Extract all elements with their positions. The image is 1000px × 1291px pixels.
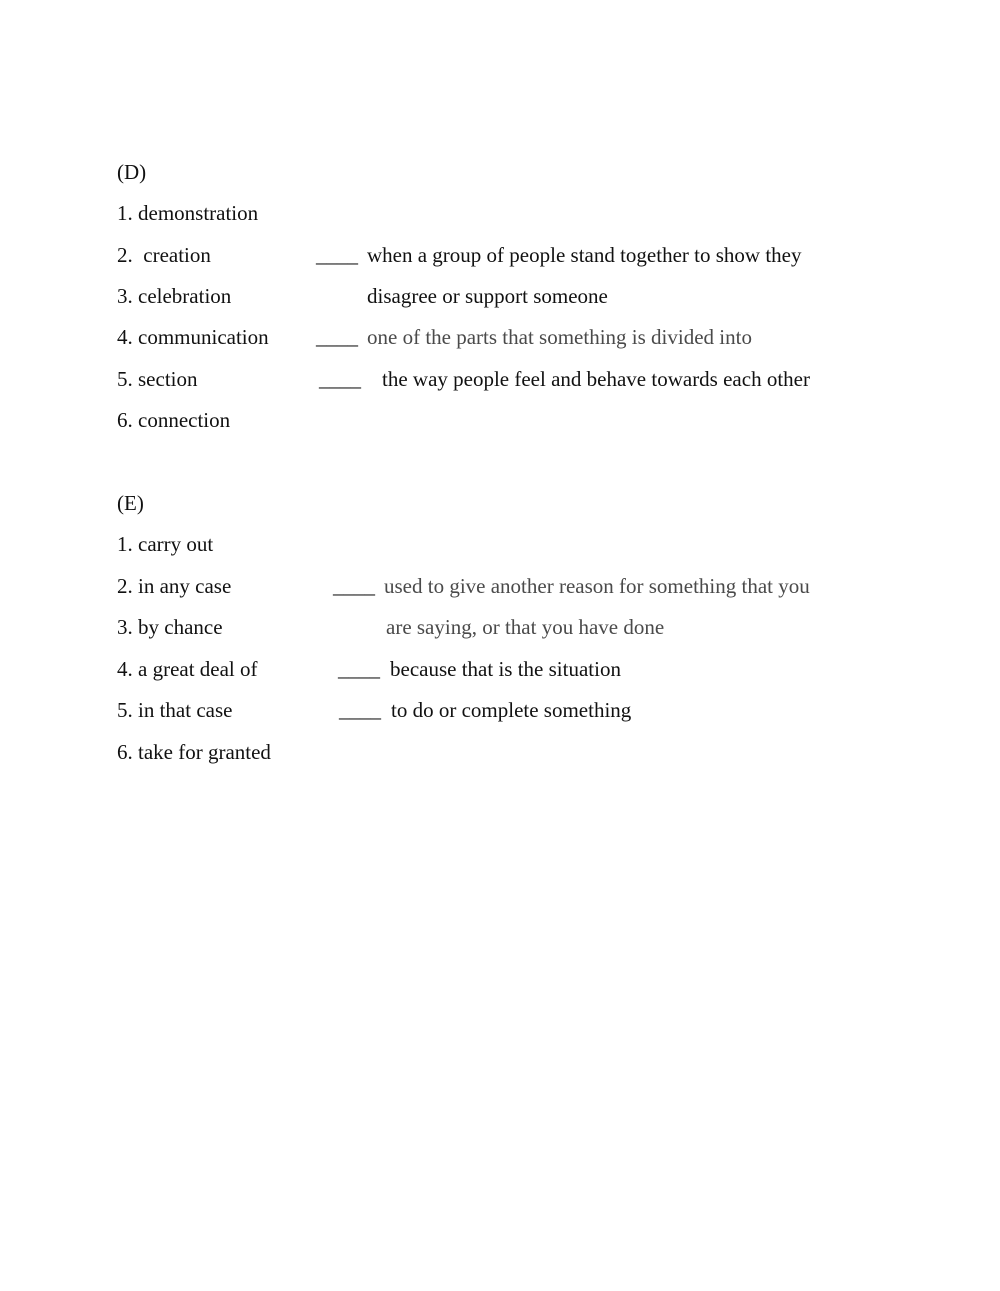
section-d-definition-3: the way people feel and behave towards each other [382,367,810,391]
section-d-definition-2: one of the parts that something is divided into [367,325,752,349]
section-d-heading: (D) [117,160,147,184]
section-d-definition-1-cont: disagree or support someone [367,284,608,308]
section-e-heading: (E) [117,491,144,515]
section-e-blank-3[interactable]: ____ [339,698,381,722]
section-e-word-2: 2. in any case [117,574,232,598]
section-d-definition-1: when a group of people stand together to show they [367,243,802,267]
section-d-word-2: 2. creation [117,243,211,267]
section-e-word-3: 3. by chance [117,615,223,639]
section-e-word-6: 6. take for granted [117,740,271,764]
section-d-blank-2[interactable]: ____ [316,325,358,349]
section-d-word-5: 5. section [117,367,198,391]
section-e-word-4: 4. a great deal of [117,657,258,681]
section-e-definition-1-cont: are saying, or that you have done [386,615,665,639]
section-d-blank-3[interactable]: ____ [319,367,361,391]
section-e-word-1: 1. carry out [117,532,214,556]
section-d-blank-1[interactable]: ____ [316,243,358,267]
section-e-definition-3: to do or complete something [391,698,632,722]
section-e-blank-1[interactable]: ____ [333,574,375,598]
section-e-definition-2: because that is the situation [390,657,621,681]
section-e-blank-2[interactable]: ____ [338,657,380,681]
section-e-word-5: 5. in that case [117,698,233,722]
section-d-word-1: 1. demonstration [117,201,259,225]
section-d-word-4: 4. communication [117,325,269,349]
section-d-word-6: 6. connection [117,408,231,432]
section-d-word-3: 3. celebration [117,284,232,308]
section-e-definition-1: used to give another reason for something that you [384,574,810,598]
